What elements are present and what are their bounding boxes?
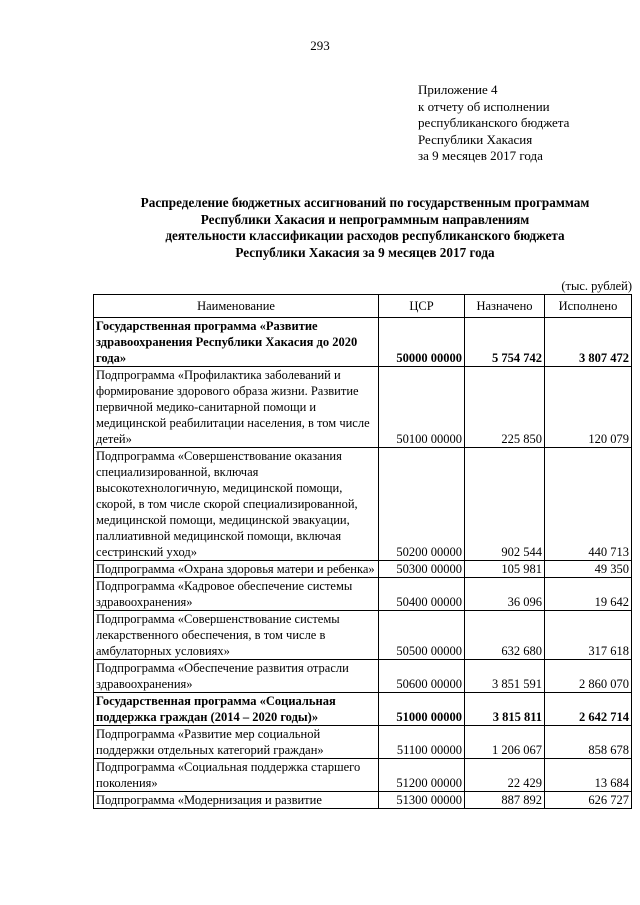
row-name: Подпрограмма «Охрана здоровья матери и ребенка» xyxy=(94,561,379,578)
row-assigned: 1 206 067 xyxy=(465,726,545,759)
row-name: Подпрограмма «Модернизация и развитие xyxy=(94,792,379,809)
appendix-line: Республики Хакасия xyxy=(418,131,533,147)
table-row xyxy=(94,448,632,561)
table-row xyxy=(94,693,632,726)
appendix-line: Приложение 4 xyxy=(418,82,498,97)
table-row xyxy=(94,367,632,448)
row-assigned: 887 892 xyxy=(465,792,545,809)
row-executed: 440 713 xyxy=(545,448,632,561)
table-row xyxy=(94,792,632,809)
row-name: Государственная программа «Развитие здравоохранения Республики Хакасия до 2020 года» xyxy=(94,318,379,367)
row-assigned: 36 096 xyxy=(465,578,545,611)
row-code: 50000 00000 xyxy=(379,318,465,367)
row-name: Подпрограмма «Совершенствование оказания специализированной, включая высокотехнологичную, медицинской помощи, скорой, в том числе скорой специализированной, медицинской помощи, медицинской эвакуации, паллиативной медицинской помощи, включая сестринский уход» xyxy=(94,448,379,561)
table-header-row xyxy=(94,295,632,318)
appendix-line: к отчету об исполнении xyxy=(418,98,550,114)
table-row xyxy=(94,660,632,693)
page-number: 293 xyxy=(310,38,330,53)
row-code: 50500 00000 xyxy=(379,611,465,660)
row-executed: 858 678 xyxy=(545,726,632,759)
row-name: Подпрограмма «Развитие мер социальной поддержки отдельных категорий граждан» xyxy=(94,726,379,759)
row-name: Подпрограмма «Кадровое обеспечение системы здравоохранения» xyxy=(94,578,379,611)
row-code: 51200 00000 xyxy=(379,759,465,792)
row-assigned: 22 429 xyxy=(465,759,545,792)
row-assigned: 902 544 xyxy=(465,448,545,561)
title-line: Республики Хакасия за 9 месяцев 2017 года xyxy=(235,244,495,260)
row-code: 50600 00000 xyxy=(379,660,465,693)
title-line: Распределение бюджетных ассигнований по государственным программам xyxy=(140,195,590,210)
row-code: 50200 00000 xyxy=(379,448,465,561)
row-executed: 19 642 xyxy=(545,578,632,611)
table-row xyxy=(94,318,632,367)
table-row xyxy=(94,726,632,759)
appendix-line: республиканского бюджета xyxy=(418,115,570,130)
row-name: Подпрограмма «Социальная поддержка старшего поколения» xyxy=(94,759,379,792)
row-assigned: 3 815 811 xyxy=(465,693,545,726)
document-title xyxy=(96,195,634,261)
title-line: деятельности классификации расходов республиканского бюджета xyxy=(165,228,565,243)
row-name: Государственная программа «Социальная поддержка граждан (2014 – 2020 годы)» xyxy=(94,693,379,726)
header-name: Наименование xyxy=(94,295,379,318)
row-executed: 317 618 xyxy=(545,611,632,660)
row-code: 51100 00000 xyxy=(379,726,465,759)
budget-table xyxy=(93,294,632,809)
row-code: 51000 00000 xyxy=(379,693,465,726)
row-executed: 3 807 472 xyxy=(545,318,632,367)
row-name: Подпрограмма «Профилактика заболеваний и формирование здорового образа жизни. Развитие первичной медико-санитарной помощи и медицинской реабилитации населения, в том числе детей» xyxy=(94,367,379,448)
row-executed: 13 684 xyxy=(545,759,632,792)
appendix-line: за 9 месяцев 2017 года xyxy=(418,148,543,163)
row-executed: 49 350 xyxy=(545,561,632,578)
table-row xyxy=(94,611,632,660)
row-code: 50100 00000 xyxy=(379,367,465,448)
units-label: (тыс. рублей) xyxy=(561,279,632,293)
appendix-note xyxy=(418,82,569,165)
row-assigned: 632 680 xyxy=(465,611,545,660)
title-line: Республики Хакасия и непрограммным направлениям xyxy=(200,211,530,227)
row-code: 51300 00000 xyxy=(379,792,465,809)
row-code: 50300 00000 xyxy=(379,561,465,578)
row-executed: 2 860 070 xyxy=(545,660,632,693)
row-executed: 626 727 xyxy=(545,792,632,809)
row-code: 50400 00000 xyxy=(379,578,465,611)
row-assigned: 105 981 xyxy=(465,561,545,578)
row-name: Подпрограмма «Совершенствование системы лекарственного обеспечения, в том числе в амбулаторных условиях» xyxy=(94,611,379,660)
table-row xyxy=(94,759,632,792)
row-executed: 120 079 xyxy=(545,367,632,448)
header-executed: Исполнено xyxy=(545,295,632,318)
row-assigned: 225 850 xyxy=(465,367,545,448)
header-assigned: Назначено xyxy=(465,295,545,318)
row-executed: 2 642 714 xyxy=(545,693,632,726)
row-assigned: 3 851 591 xyxy=(465,660,545,693)
row-assigned: 5 754 742 xyxy=(465,318,545,367)
header-code: ЦСР xyxy=(379,295,465,318)
table-row xyxy=(94,578,632,611)
row-name: Подпрограмма «Обеспечение развития отрасли здравоохранения» xyxy=(94,660,379,693)
table-row xyxy=(94,561,632,578)
